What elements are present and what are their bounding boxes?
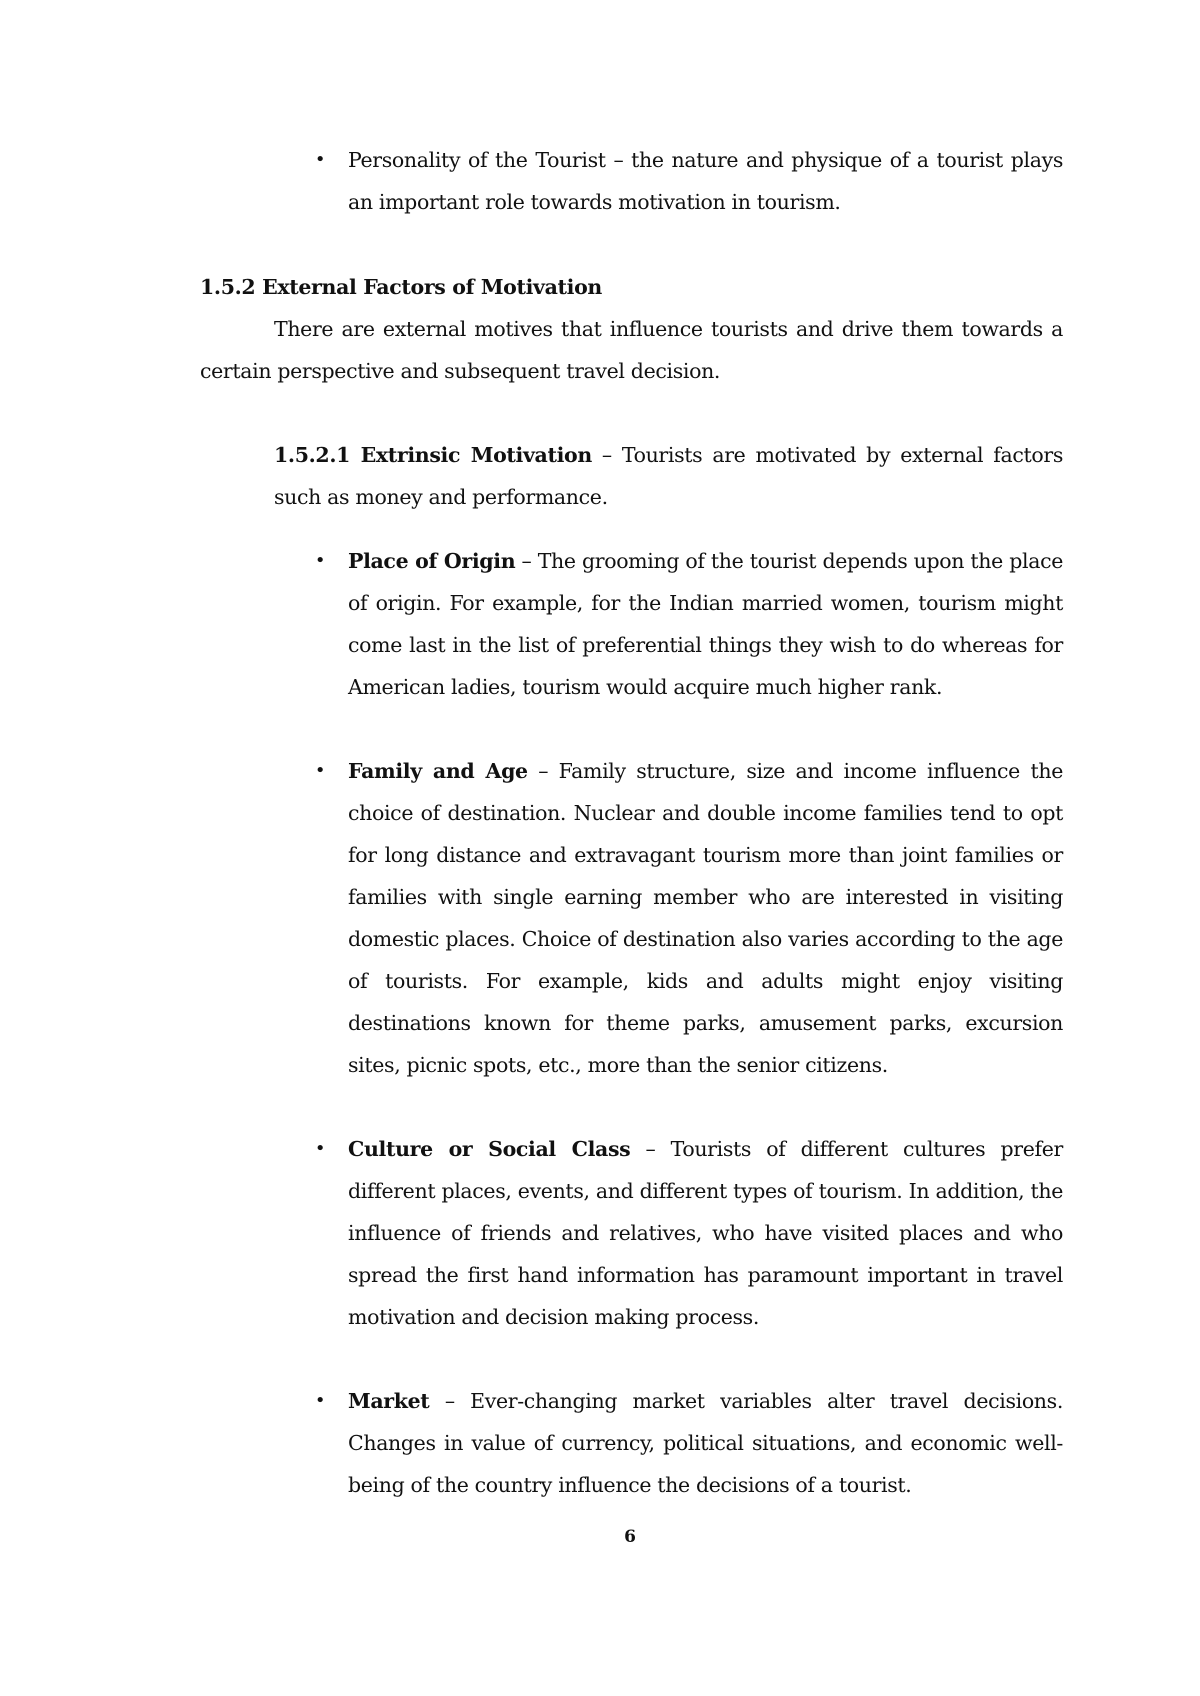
section-paragraph: There are external motives that influence tourists and drive them towards a certain perspective and subsequent travel decision. [200,317,1063,383]
page-number: 6 [624,1527,636,1547]
bullet-term: Culture or Social Class [348,1137,631,1161]
bullet-item-place-of-origin [314,540,1063,708]
bullet-term: Market [348,1389,430,1413]
subsection-text: – Tourists are motivated by external factors such as money and performance. [274,443,1064,509]
bullet-icon: • [314,149,326,170]
bullet-term: Place of Origin [348,549,516,573]
bullet-text: – Tourists of different cultures prefer different places, events, and different types of tourism. In addition, the influence of friends and relatives, who have visited places and who spread the first hand information has paramount important in travel motivation and decision making process. [348,1137,1063,1329]
bullet-text: Personality of the Tourist – the nature and physique of a tourist plays an important role towards motivation in tourism. [348,148,1063,214]
bullet-term: Family and Age [348,759,528,783]
subsection-title: 1.5.2.1 Extrinsic Motivation [274,443,592,467]
bullet-text: – The grooming of the tourist depends upon the place of origin. For example, for the Indian married women, tourism might come last in the list of preferential things they wish to do whereas for American ladies, tourism would acquire much higher rank. [348,549,1063,699]
bullet-icon: • [314,550,326,571]
bullet-icon: • [314,760,326,781]
bullet-item-market [314,1380,1063,1506]
section-heading: 1.5.2 External Factors of Motivation [200,275,602,299]
bullet-text: – Ever-changing market variables alter travel decisions. Changes in value of currency, political situations, and economic well-being of the country influence the decisions of a tourist. [348,1389,1063,1497]
bullet-icon: • [314,1138,326,1159]
bullet-icon: • [314,1390,326,1411]
bullet-item-personality [314,139,1063,223]
bullet-text: – Family structure, size and income influence the choice of destination. Nuclear and double income families tend to opt for long distance and extravagant tourism more than joint families or families with single earning member who are interested in visiting domestic places. Choice of destination also varies according to the age of tourists. For example, kids and adults might enjoy visiting destinations known for theme parks, amusement parks, excursion sites, picnic spots, etc., more than the senior citizens. [348,759,1063,1077]
subsection-extrinsic-motivation [274,434,1063,518]
bullet-item-culture-or-social-class [314,1128,1063,1338]
bullet-item-family-and-age [314,750,1063,1086]
